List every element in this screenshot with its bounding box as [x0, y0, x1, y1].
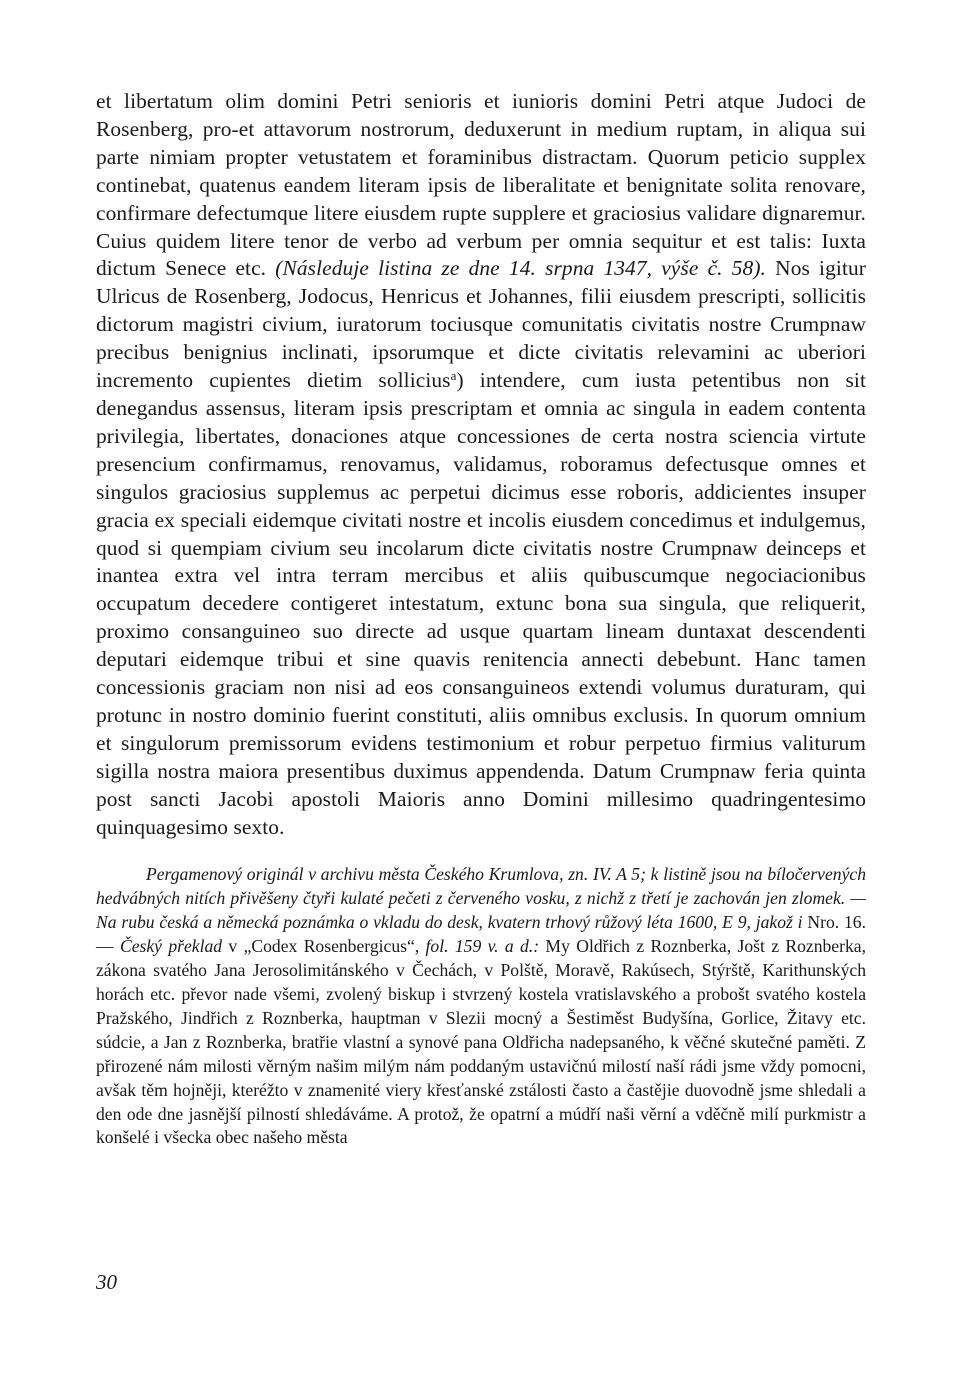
main-text: [96, 88, 866, 841]
footnote-mark: a: [450, 368, 457, 384]
main-text-italic-reference: (Následuje listina ze dne 14. srpna 1347, výše č. 58).: [275, 256, 767, 281]
notes-translation-label: Český překlad: [119, 936, 223, 957]
notes-folio: fol. 159 v. a d.:: [425, 936, 540, 957]
page-number: 30: [96, 1270, 117, 1294]
notes-codex-name: v „Codex Rosenbergicus“,: [222, 936, 426, 957]
document-page: [96, 88, 866, 1150]
editorial-notes: [96, 863, 866, 1150]
notes-source-description: Pergamenový originál v archivu města Českého Krumlova, zn. IV. A 5; k listině jsou na bíločervených hedvábných nitích přivěšeny čtyři kulaté pečeti z červeného vosku, z nichž z třetí je zachován jen zlomek. — Na rubu česká a německá poznámka o vkladu do desk, kvatern trhový růžový léta 1600, E 9, jakož i: [96, 864, 866, 933]
main-text-part-1: et libertatum olim domini Petri senioris et iunioris domini Petri atque Judoci de Rosenberg, pro-et attavorum nostrorum, deduxerunt in medium ruptam, in aliqua sui parte nimiam propter vetustatem et foraminibus distractam. Quorum peticio supplex continebat, quatenus eandem literam ipsis de liberalitate et benignitate solita renovare, confirmare defectumque litere eiusdem rupte supplere et graciosius validare dignaremur. Cuius quidem litere tenor de verbo ad verbum per omnia sequitur et est talis: Iuxta dictum Senece etc.: [96, 89, 866, 281]
notes-czech-translation: My Oldřich z Roznberka, Jošt z Roznberka, zákona svatého Jana Jerosolimitánského v Čechách, v Polště, Moravě, Rakúsech, Stýrště, Karithunských horách etc. převor nade všemi, zvolený biskup i stvrzený kostela vratislavského a probošt svatého kostela Pražského, Jindřich z Roznberka, hauptman v Slezii mocný a Šestiměst Budyšína, Gorlice, Žitavy etc. súdcie, a Jan z Roznberka, bratřie vlastní a synové pana Oldřicha nadepsaného, k věčné skutečné paměti. Z přirozené nám milosti věrným našim milým nám poddaným ustavičnú milostí naší rádi jsme vždy pomocni, avšak těm hojněji, kteréžto v znamenité viery křesťanské zstálosti často a častějie duovodně jsme shledali a den ode dne jasnější pilností shledáváme. A protož, že opatrní a múdří naši věrní a vděčně milí purkmistr a konšelé i všecka obec našeho města: [96, 936, 866, 1148]
notes-reference: Nro. 16. —: [96, 912, 866, 957]
main-text-part-2: Nos igitur Ulricus de Rosenberg, Jodocus, Henricus et Johannes, filii eiusdem prescripti, sollicitis dictorum magistri civium, iuratorum tociusque comunitatis civitatis nostre Crumpnaw precibus benignius inclinati, ipsorumque et dicte civitatis relevamini ac uberiori incremento cupientes dietim sollicius: [96, 256, 867, 393]
main-text-part-3: ) intendere, cum iusta petentibus non sit denegandus assensus, literam ipsis prescriptam et omnia ac singula in eadem contenta privilegia, libertates, donaciones atque concessiones de certa nostra sciencia virtute presencium confirmamus, renovamus, validamus, roboramus defectusque omnes et singulos graciosius supplemus ac perpetui dicimus esse roboris, addicientes insuper gracia ex speciali eidemque civitati nostre et incolis eiusdem concedimus et indulgemus, quod si quempiam civium seu incolarum dicte civitatis nostre Crumpnaw deinceps et inantea extra vel intra terram mercibus et aliis quibuscumque negociacionibus occupatum decedere contigeret intestatum, extunc bona sua singula, que reliquerit, proximo consanguineo suo directe ad usque quartam lineam duntaxat descendenti deputari eidemque tribui et sine quavis renitencia annecti debebunt. Hanc tamen concessionis graciam non nisi ad eos consanguineos extendi volumus duraturam, qui protunc in nostro dominio fuerint constituti, aliis omnibus exclusis. In quorum omnium et singulorum premissorum evidens testimonium et robur perpetuo firmius valiturum sigilla nostra maiora presentibus duximus appendenda. Datum Crumpnaw feria quinta post sancti Jacobi apostoli Maioris anno Domini millesimo quadringentesimo quinquagesimo sexto.: [96, 368, 867, 839]
notes-paragraph: [96, 863, 866, 1150]
